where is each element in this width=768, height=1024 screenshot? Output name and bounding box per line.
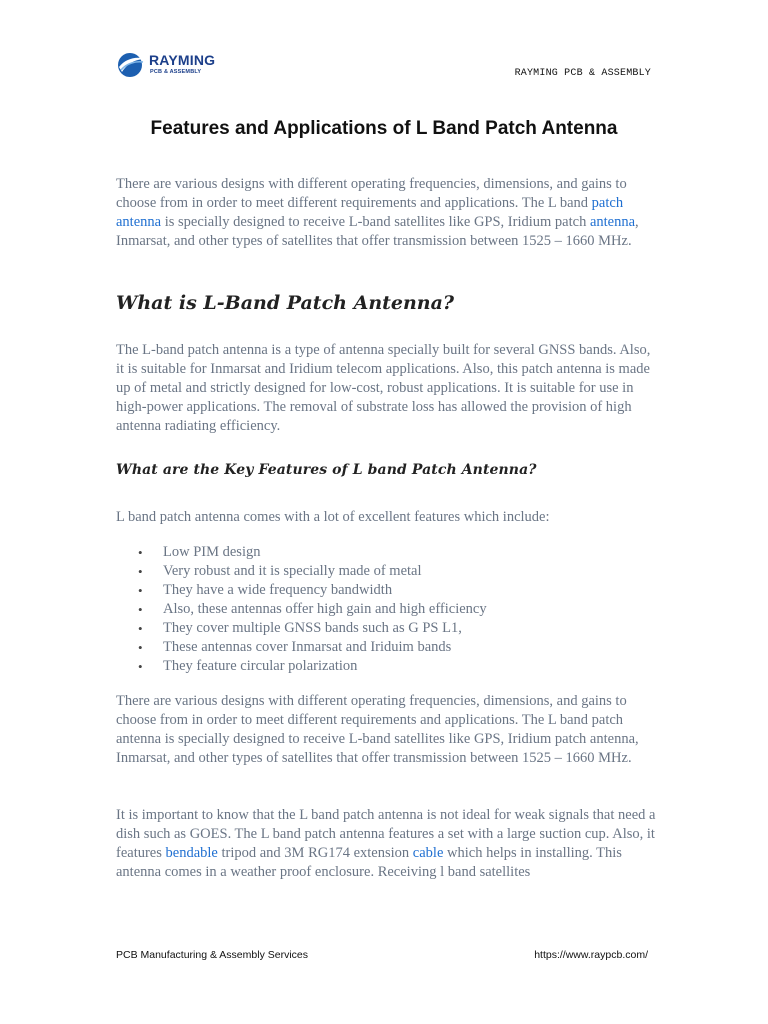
list-item-text: Very robust and it is specially made of metal bbox=[163, 563, 422, 579]
features-list bbox=[136, 543, 487, 676]
bullet-icon: • bbox=[138, 640, 143, 655]
section2-paragraph-3 bbox=[116, 806, 656, 882]
bullet-icon: • bbox=[138, 583, 143, 598]
list-item-text: Low PIM design bbox=[163, 544, 261, 560]
list-item-text: These antennas cover Inmarsat and Iriduim bands bbox=[163, 639, 452, 655]
list-item bbox=[136, 581, 487, 600]
patch-antenna-link[interactable]: patch antenna bbox=[116, 195, 624, 230]
bullet-icon: • bbox=[138, 621, 143, 636]
list-item bbox=[136, 543, 487, 562]
rayming-logo bbox=[116, 50, 216, 80]
bullet-icon: • bbox=[138, 564, 143, 579]
list-item-text: They have a wide frequency bandwidth bbox=[163, 582, 393, 598]
footer-url[interactable]: https://www.raypcb.com/ bbox=[534, 949, 648, 961]
antenna-link[interactable]: antenna bbox=[589, 214, 636, 230]
section-heading-key-features: What are the Key Features of L band Patch Antenna? bbox=[116, 462, 537, 478]
section1-paragraph: The L-band patch antenna is a type of antenna specially built for several GNSS bands. Also, it is suitable for Inmarsat and Iridium telecom applications. Also, this patch antenna is made up of metal and strictly designed for low-cost, robust applications. It is suitable for use in high-power applications. The removal of substrate loss has allowed the provision of high antenna radiating efficiency. bbox=[116, 342, 651, 434]
list-item bbox=[136, 638, 487, 657]
intro-text-2: is specially designed to receive L-band satellites like GPS, Iridium patch bbox=[164, 214, 587, 230]
cable-link[interactable]: cable bbox=[412, 845, 444, 861]
intro-text-1: There are various designs with different operating frequencies, dimensions, and gains to choose from in order to meet different requirements and applications. The L band bbox=[116, 176, 627, 211]
list-item-text: Also, these antennas offer high gain and high efficiency bbox=[163, 601, 487, 617]
page-title: Features and Applications of L Band Patch Antenna bbox=[150, 118, 618, 139]
logo-swoosh-icon bbox=[116, 50, 146, 80]
section2-paragraph-2: There are various designs with different operating frequencies, dimensions, and gains to choose from in order to meet different requirements and applications. The L band patch antenna is specially designed to receive L-band satellites like GPS, Iridium patch antenna, Inmarsat, and other types of satellites that offer transmission between 1525 – 1660 MHz. bbox=[116, 693, 639, 766]
bendable-link[interactable]: bendable bbox=[165, 845, 218, 861]
list-item-text: They cover multiple GNSS bands such as G PS L1, bbox=[163, 620, 462, 636]
para3-text-3: which helps in installing. This antenna comes in a weather proof enclosure. Receiving l band satellites bbox=[116, 845, 622, 880]
intro-text-3: , Inmarsat, and other types of satellites that offer transmission between 1525 – 1660 MHz. bbox=[116, 214, 639, 249]
header-company-name: RAYMING PCB & ASSEMBLY bbox=[514, 68, 651, 79]
list-item bbox=[136, 657, 487, 676]
para3-text-2: tripod and 3M RG174 extension bbox=[221, 845, 410, 861]
list-item bbox=[136, 619, 487, 638]
footer-services: PCB Manufacturing & Assembly Services bbox=[116, 949, 308, 961]
list-item bbox=[136, 600, 487, 619]
list-item bbox=[136, 562, 487, 581]
intro-paragraph bbox=[116, 175, 656, 251]
section-heading-what-is: What is L-Band Patch Antenna? bbox=[116, 292, 455, 314]
bullet-icon: • bbox=[138, 659, 143, 674]
logo-subtitle: PCB & ASSEMBLY bbox=[150, 69, 202, 75]
features-lead-text: L band patch antenna comes with a lot of excellent features which include: bbox=[116, 509, 550, 525]
para3-text-1: It is important to know that the L band patch antenna is not ideal for weak signals that need a dish such as GOES. The L band patch antenna features a set with a large suction cup. Also, it features bbox=[116, 807, 656, 861]
list-item-text: They feature circular polarization bbox=[163, 658, 358, 674]
logo-name: RAYMING bbox=[149, 52, 216, 68]
bullet-icon: • bbox=[138, 545, 143, 560]
bullet-icon: • bbox=[138, 602, 143, 617]
